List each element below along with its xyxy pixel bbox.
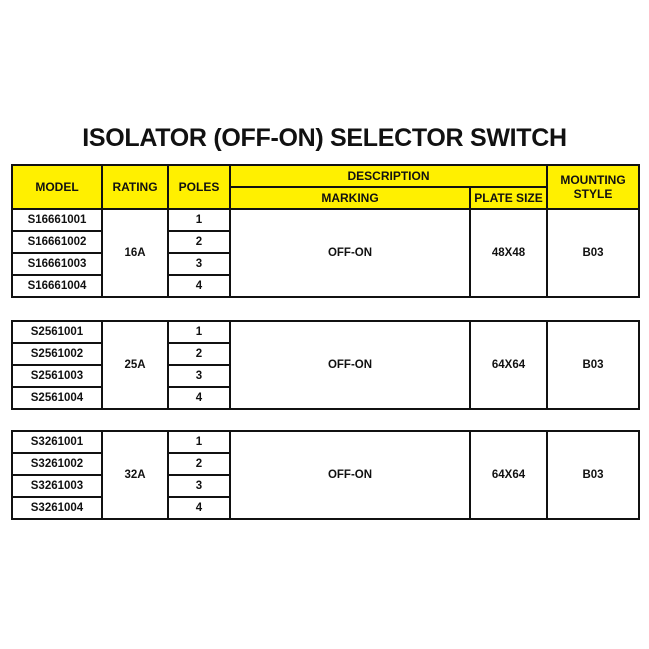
marking-cell: OFF-ON: [230, 209, 470, 297]
column-header-mounting-style: [547, 165, 639, 209]
mounting-header-line2: STYLE: [573, 187, 613, 201]
poles-cell: 4: [168, 497, 230, 519]
table-row: [12, 431, 639, 453]
column-header-marking: MARKING: [230, 187, 470, 209]
poles-cell: 3: [168, 365, 230, 387]
model-cell: S2561004: [12, 387, 102, 409]
poles-cell: 4: [168, 275, 230, 297]
model-cell: S3261003: [12, 475, 102, 497]
column-header-plate-size: PLATE SIZE: [470, 187, 547, 209]
model-cell: S3261001: [12, 431, 102, 453]
plate-size-cell: 48X48: [470, 209, 547, 297]
model-cell: S16661004: [12, 275, 102, 297]
model-cell: S2561001: [12, 321, 102, 343]
marking-cell: OFF-ON: [230, 321, 470, 409]
poles-cell: 2: [168, 231, 230, 253]
product-group-25a: [11, 320, 640, 410]
column-header-rating: RATING: [102, 165, 168, 209]
model-cell: S3261002: [12, 453, 102, 475]
mounting-header-line1: MOUNTING: [560, 173, 626, 187]
table-row: [12, 209, 639, 231]
model-cell: S3261004: [12, 497, 102, 519]
rating-cell: 25A: [102, 321, 168, 409]
mounting-style-cell: B03: [547, 431, 639, 519]
poles-cell: 2: [168, 453, 230, 475]
column-header-poles: POLES: [168, 165, 230, 209]
poles-cell: 1: [168, 321, 230, 343]
poles-cell: 3: [168, 253, 230, 275]
mounting-style-cell: B03: [547, 321, 639, 409]
model-cell: S2561002: [12, 343, 102, 365]
model-cell: S16661001: [12, 209, 102, 231]
column-header-description: DESCRIPTION: [230, 165, 547, 187]
table-row: [12, 321, 639, 343]
rating-cell: 32A: [102, 431, 168, 519]
poles-cell: 4: [168, 387, 230, 409]
column-header-model: MODEL: [12, 165, 102, 209]
rating-cell: 16A: [102, 209, 168, 297]
header-table: [11, 164, 640, 210]
plate-size-cell: 64X64: [470, 321, 547, 409]
product-group-16a: [11, 208, 640, 298]
model-cell: S16661002: [12, 231, 102, 253]
mounting-style-cell: B03: [547, 209, 639, 297]
poles-cell: 1: [168, 431, 230, 453]
model-cell: S2561003: [12, 365, 102, 387]
poles-cell: 2: [168, 343, 230, 365]
poles-cell: 3: [168, 475, 230, 497]
marking-cell: OFF-ON: [230, 431, 470, 519]
model-cell: S16661003: [12, 253, 102, 275]
product-group-32a: [11, 430, 640, 520]
poles-cell: 1: [168, 209, 230, 231]
page-title: ISOLATOR (OFF-ON) SELECTOR SWITCH: [82, 124, 567, 152]
plate-size-cell: 64X64: [470, 431, 547, 519]
